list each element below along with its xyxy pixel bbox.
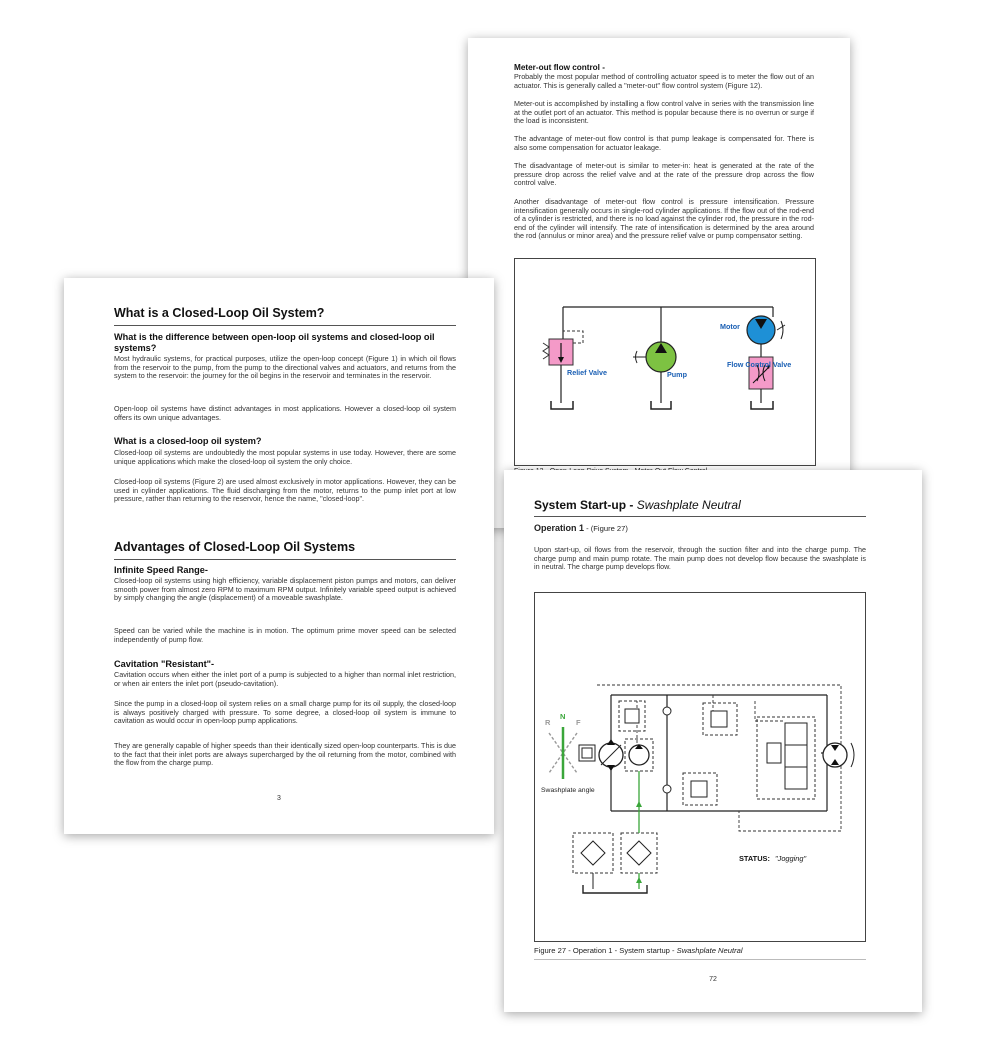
title-rule: [114, 325, 456, 326]
swashplate-f: F: [576, 718, 581, 727]
title-italic: Swashplate Neutral: [636, 498, 741, 512]
section-heading: Meter-out flow control -: [514, 63, 605, 72]
paragraph: Upon start-up, oil flows from the reservoir, through the suction filter and into the charge pump. The charge pump and main pump rotate. The main pump does not develop flow because the swashplate is in neutral. The charge pump develops flow.: [534, 545, 866, 572]
page-number: 72: [709, 976, 717, 983]
title-plain: System Start-up -: [534, 498, 637, 512]
paragraph: Another disadvantage of meter-out flow control is pressure intensification. Pressure intensification generally occurs in single-rod cylinder applications. If the flow out of the rod-end of a cylinder is restricted, and there is no load against the cylinder rod, the pressure in the rod-end of the cylinder will intensify. The rate of intensification is determined by the area around the rod (annulus or minor area) and the pressure relief valve or pump compensator setting.: [514, 197, 814, 241]
operation-figure-ref: - (Figure 27): [584, 524, 628, 533]
paragraph: Most hydraulic systems, for practical purposes, utilize the open-loop concept (Figure 1) in which oil flows from the reservoir to the pump, from the pump to the directional valves and actuators, and returns from the system to the reservoir: the journey for the oil begins in the reservoir and terminates in the reservoir.: [114, 354, 456, 381]
paragraph: Closed-loop oil systems are undoubtedly the most popular systems in use today. However, there are some unique applications which make the closed-loop oil system the only choice.: [114, 448, 456, 466]
paragraph: Meter-out is accomplished by installing a flow control valve in series with the transmission line at the outlet port of an actuator. This method is popular because there is no overrun or surge if the load is inconsistent.: [514, 99, 814, 126]
title-rule: [534, 516, 866, 517]
caption-plain: Figure 27 - Operation 1 - System startup -: [534, 946, 677, 955]
paragraph: The advantage of meter-out flow control is that pump leakage is compensated for. There is also some compensation for actuator leakage.: [514, 134, 814, 152]
paragraph: Closed-loop oil systems using high efficiency, variable displacement piston pumps and motors, can deliver smooth power from almost zero RPM to maximum RPM output. Infinitely variable speed output is achieved by simply changing the angle (displacement) of a moveable swashplate.: [114, 576, 456, 603]
flow-control-label: Flow Control Valve: [727, 360, 792, 369]
subheading: Cavitation "Resistant"-: [114, 659, 215, 669]
page-title: [534, 498, 741, 512]
pump-label: Pump: [667, 370, 687, 379]
caption-rule: [534, 959, 866, 960]
relief-valve-symbol: [543, 331, 607, 409]
swashplate-n: N: [560, 712, 566, 721]
main-pump-symbol: [599, 739, 623, 771]
paragraph: They are generally capable of higher speeds than their identically sized open-loop counterparts. This is due to the fact that their inlet ports are always supercharged by the oil returning from the motor, combined with the flow from the charge pump.: [114, 741, 456, 768]
motor-symbol: [823, 743, 854, 767]
operation-heading: [534, 523, 628, 533]
status-label: STATUS:: [739, 854, 770, 863]
motor-label: Motor: [720, 322, 740, 331]
swashplate-angle-label: Swashplate angle: [541, 787, 595, 794]
flow-control-valve-symbol: [727, 344, 791, 409]
page-number: 3: [277, 795, 281, 802]
subheading: What is a closed-loop oil system?: [114, 436, 262, 446]
figure-27-circuit-diagram: [534, 592, 866, 942]
caption-italic: Swashplate Neutral: [676, 946, 743, 955]
directional-valve-symbol: [757, 717, 815, 799]
paragraph: Speed can be varied while the machine is in motion. The optimum prime mover speed can be selected independently of pump flow.: [114, 626, 456, 644]
subheading: Infinite Speed Range-: [114, 565, 208, 575]
figure-12-meter-out-diagram: [514, 258, 816, 466]
figure-caption: [534, 946, 743, 955]
operation-label: Operation 1: [534, 523, 585, 533]
relief-label: Relief Valve: [567, 368, 607, 377]
page-title: What is a Closed-Loop Oil System?: [114, 306, 325, 320]
section-title: Advantages of Closed-Loop Oil Systems: [114, 540, 356, 554]
paragraph: Open-loop oil systems have distinct advantages in most applications. However a closed-loop oil system offers its own unique advantages.: [114, 404, 456, 422]
paragraph: Probably the most popular method of controlling actuator speed is to meter the flow out of an actuator. This is generally called a "meter-out" flow control system (Figure 12).: [514, 72, 814, 90]
paragraph: Cavitation occurs when either the inlet port of a pump is subjected to a higher than normal inlet restriction, or when air enters the inlet port (pseudo-cavitation).: [114, 670, 456, 688]
charge-pump-symbol: [625, 739, 653, 771]
swashplate-r: R: [545, 718, 551, 727]
paragraph: The disadvantage of meter-out is similar to meter-in: heat is generated at the rate of the pressure drop across the relief valve and at the rate of the pressure drop across the flow control valve.: [514, 161, 814, 188]
document-page-meter-out: [468, 38, 850, 528]
pump-symbol: [633, 342, 688, 409]
motor-symbol: [720, 316, 785, 344]
subheading: What is the difference between open-loop oil systems and closed-loop oil systems?: [114, 332, 435, 353]
paragraph: Closed-loop oil systems (Figure 2) are used almost exclusively in motor applications. However, they can be used in cylinder applications. The fluid discharging from the motor, returns to the pump inlet port at low pressure, rather than returning to the reservoir, hence the name, "closed-loop".: [114, 477, 456, 504]
document-page-system-startup: [504, 470, 922, 1012]
status-value: "Jogging": [775, 854, 807, 863]
section-rule: [114, 559, 456, 560]
document-page-closed-loop: [64, 278, 494, 834]
paragraph: Since the pump in a closed-loop oil system relies on a small charge pump for its oil supply, the closed-loop is always positively charged with pressure. To some degree, a closed-loop oil system is immune to cavitation as would occur in open-loop pump applications.: [114, 699, 456, 726]
